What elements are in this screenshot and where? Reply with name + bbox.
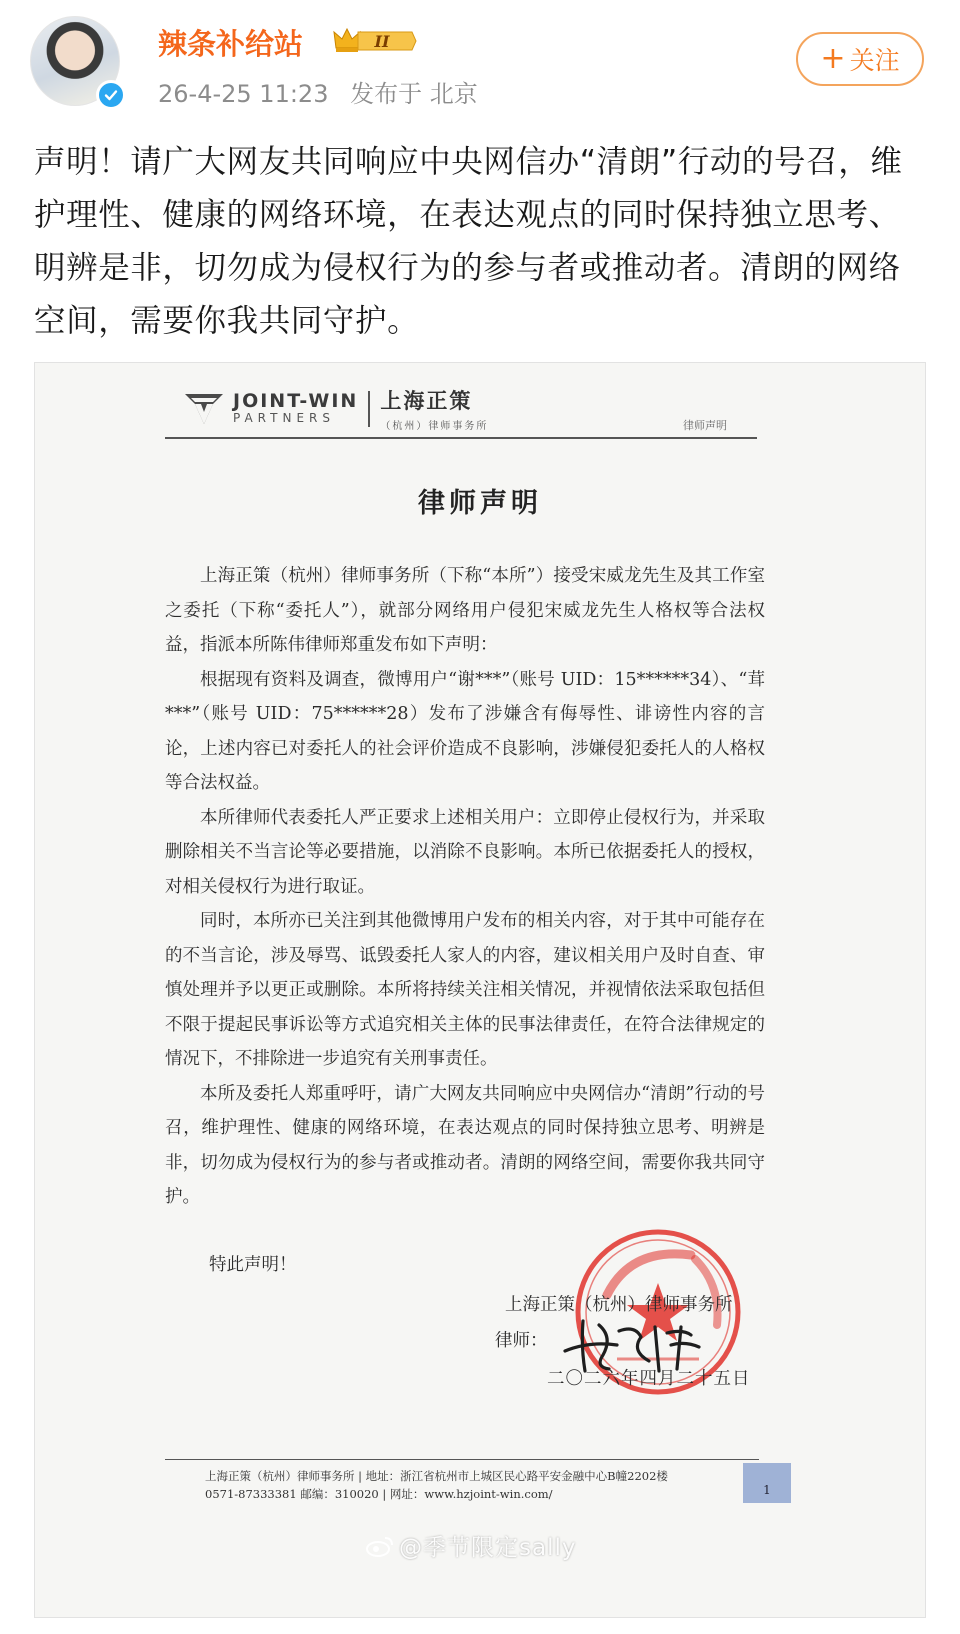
document-title: 律师声明 xyxy=(418,488,542,519)
document-footer xyxy=(205,1467,735,1503)
firm-name-cn: 上海正策 xyxy=(380,388,473,413)
document-closing: 特此声明！ xyxy=(209,1255,297,1275)
author-avatar-wrap[interactable] xyxy=(30,16,128,114)
footer-contact: 0571-87333381 邮编：310020 | 网址：www.hzjoint-win.com/ xyxy=(205,1487,553,1501)
plus-icon: + xyxy=(820,41,846,76)
document-paragraph: 同时，本所亦已关注到其他微博用户发布的相关内容，对于其中可能存在的不当言论，涉及辱骂、诋毁委托人家人的内容，建议相关用户及时自查、审慎处理并予以更正或删除。本所将持续关注相关情况，并视情依法采取包括但不限于提起民事诉讼等方式追究相关主体的民事法律责任，在符合法律规定的情况下，不排除进一步追究有关刑事责任。 xyxy=(165,911,765,1069)
image-watermark xyxy=(365,1529,576,1562)
post-timestamp: 26-4-25 11:23 xyxy=(158,80,329,108)
firm-logo-icon xyxy=(183,388,225,430)
document-paragraph: 根据现有资料及调查，微博用户“谢***”（账号 UID：15******34）、“茸***”（账号 UID：75******28）发布了涉嫌含有侮辱性、诽谤性内容的言论，上述内容已对委托人的社会评价造成不良影响，涉嫌侵犯委托人的人格权等合法权益。 xyxy=(165,669,765,793)
document-paragraph: 上海正策（杭州）律师事务所（下称“本所”）接受宋威龙先生及其工作室之委托（下称“委托人”），就部分网络用户侵犯宋威龙先生人格权等合法权益，指派本所陈伟律师郑重发布如下声明： xyxy=(165,566,765,655)
author-name[interactable]: 辣条补给站 xyxy=(158,27,304,61)
signature-firm: 上海正策（杭州）律师事务所 xyxy=(505,1295,733,1315)
signature-lawyer-label: 律师： xyxy=(495,1331,548,1351)
firm-name-en: JOINT-WIN xyxy=(233,390,359,413)
document-paragraph: 本所律师代表委托人严正要求上述相关用户：立即停止侵权行为，并采取删除相关不当言论等必要措施，以消除不良影响。本所已依据委托人的授权，对相关侵权行为进行取证。 xyxy=(165,807,765,897)
weibo-logo-icon xyxy=(365,1534,395,1558)
post-image-document[interactable] xyxy=(34,362,926,1618)
page-number: 1 xyxy=(743,1463,791,1503)
svg-text:II: II xyxy=(374,32,390,51)
document-date: 二〇二六年四月二十五日 xyxy=(547,1369,751,1389)
vip-badge-icon[interactable] xyxy=(332,26,418,56)
document-paragraph: 本所及委托人郑重呼吁，请广大网友共同响应中央网信办“清朗”行动的号召，维护理性、健康的网络环境，在表达观点的同时保持独立思考、明辨是非，切勿成为侵权行为的参与者或推动者。清朗的网络空间，需要你我共同守护。 xyxy=(165,1083,765,1207)
post-text: 声明！请广大网友共同响应中央网信办“清朗”行动的号召，维护理性、健康的网络环境，在表达观点的同时保持独立思考、明辨是非，切勿成为侵权行为的参与者或推动者。清朗的网络空间，需要你我共同守护。 xyxy=(34,144,903,339)
watermark-handle: @季节限定sally xyxy=(399,1535,577,1561)
follow-button[interactable] xyxy=(796,32,924,86)
verified-icon xyxy=(96,80,126,110)
follow-label: 关注 xyxy=(849,46,900,75)
footer-address: 上海正策（杭州）律师事务所 | 地址：浙江省杭州市上城区民心路平安金融中心B幢2202楼 xyxy=(205,1469,668,1483)
firm-name-cn-sub: （杭州）律师事务所 xyxy=(380,421,489,432)
header-tag: 律师声明 xyxy=(683,419,727,432)
firm-name-en-sub: PARTNERS xyxy=(233,411,335,426)
post-meta xyxy=(158,74,478,109)
post-location: 发布于 北京 xyxy=(350,80,478,108)
firm-letterhead xyxy=(183,385,488,432)
document-body xyxy=(165,559,765,1215)
